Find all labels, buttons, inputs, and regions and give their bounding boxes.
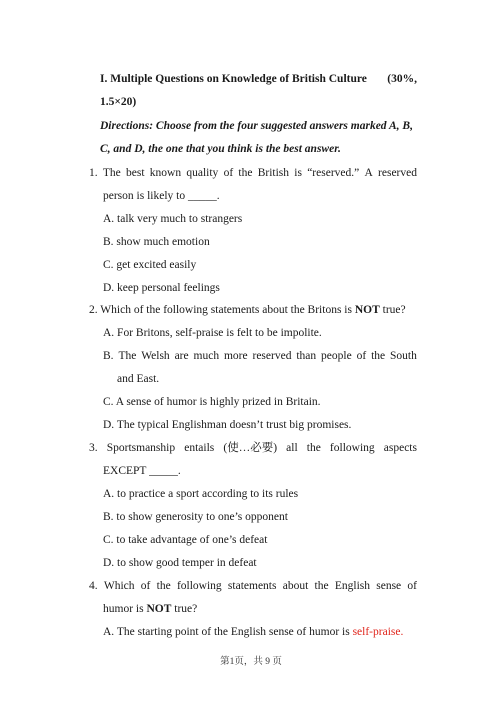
- word: than: [296, 350, 317, 362]
- word: sense: [376, 580, 402, 592]
- question-1-option-a: A. talk very much to strangers: [103, 213, 243, 225]
- question-3-option-a: A. to practice a sport according to its rules: [103, 488, 299, 500]
- word: known: [149, 167, 182, 179]
- word: more: [223, 350, 248, 362]
- word: Welsh: [141, 350, 170, 362]
- word: following: [176, 580, 222, 592]
- word: (使…必要): [223, 442, 278, 454]
- word: about: [282, 580, 309, 592]
- word: the: [238, 167, 253, 179]
- word: all: [286, 442, 298, 454]
- question-4-option-a-highlight: self-praise.: [352, 626, 404, 638]
- word: South: [390, 350, 417, 362]
- question-4-stem-end: true?: [171, 603, 198, 615]
- word: The: [102, 167, 121, 179]
- word: reserved: [252, 350, 292, 362]
- question-2-option-a: A. For Britons, self-praise is felt to be impolite.: [103, 327, 322, 339]
- word: reserved: [378, 167, 417, 179]
- question-3-stem-line2: EXCEPT _____.: [103, 465, 181, 477]
- word: of: [223, 167, 234, 179]
- word: Which: [103, 580, 135, 592]
- word: people: [321, 350, 352, 362]
- word: of: [407, 580, 417, 592]
- question-2-stem-text: 2. Which of the following statements about the Britons is: [89, 304, 355, 316]
- word: quality: [186, 167, 219, 179]
- section-heading-line2: 1.5×20): [100, 96, 137, 108]
- section-heading-line1: [100, 72, 417, 86]
- word: are: [174, 350, 189, 362]
- directions-line2: C, and D, the one that you think is the best answer.: [100, 143, 341, 155]
- question-4-stem-line1: [89, 579, 417, 593]
- question-4-stem-text: humor is: [103, 603, 147, 615]
- question-4-stem-line2: [103, 602, 197, 616]
- word: Sportsmanship: [106, 442, 176, 454]
- word: is: [294, 167, 302, 179]
- question-2-option-b-line1: [103, 349, 417, 363]
- word: the: [371, 350, 386, 362]
- word: following: [329, 442, 375, 454]
- question-1-stem-line1: [89, 166, 417, 180]
- question-1-option-c: C. get excited easily: [103, 259, 197, 271]
- question-2-option-c: C. A sense of humor is highly prized in Britain.: [103, 396, 321, 408]
- question-2-stem: [89, 303, 406, 317]
- page-footer: 第1页，共 9 页: [220, 657, 282, 667]
- word: statements: [227, 580, 277, 592]
- question-1-option-b: B. show much emotion: [103, 236, 210, 248]
- word: best: [126, 167, 145, 179]
- word: 3.: [89, 442, 98, 454]
- question-3-option-c: C. to take advantage of one’s defeat: [103, 534, 268, 546]
- question-4-option-a: [103, 625, 403, 639]
- word: the: [306, 442, 321, 454]
- word: 1.: [89, 167, 98, 179]
- word: English: [334, 580, 370, 592]
- question-2-option-b-line2: and East.: [117, 373, 160, 385]
- question-2-option-d: D. The typical Englishman doesn’t trust big promises.: [103, 419, 352, 431]
- question-3-stem-line1: [89, 441, 417, 455]
- word: entails: [184, 442, 215, 454]
- word: much: [193, 350, 220, 362]
- word: 4.: [89, 580, 98, 592]
- word: of: [356, 350, 367, 362]
- word: the: [314, 580, 329, 592]
- section-heading-title: I. Multiple Questions on Knowledge of British Culture: [100, 73, 367, 85]
- word: The: [118, 350, 137, 362]
- section-heading-weight: (30%,: [387, 73, 417, 85]
- word: B.: [103, 350, 114, 362]
- word: British: [257, 167, 290, 179]
- question-4-stem-emphasis: NOT: [146, 603, 172, 615]
- question-3-option-d: D. to show good temper in defeat: [103, 557, 257, 569]
- word: aspects: [383, 442, 417, 454]
- question-2-stem-end: true?: [379, 304, 406, 316]
- question-2-stem-emphasis: NOT: [354, 304, 380, 316]
- word: the: [156, 580, 171, 592]
- question-3-option-b: B. to show generosity to one’s opponent: [103, 511, 288, 523]
- question-1-stem-line2: person is likely to _____.: [103, 190, 220, 202]
- directions-line1: Directions: Choose from the four suggested answers marked A, B,: [100, 120, 413, 132]
- word: of: [140, 580, 151, 592]
- word: A: [364, 167, 373, 179]
- question-4-option-a-text: A. The starting point of the English sense of humor is: [103, 626, 353, 638]
- question-1-option-d: D. keep personal feelings: [103, 282, 220, 294]
- word: “reserved.”: [307, 167, 360, 179]
